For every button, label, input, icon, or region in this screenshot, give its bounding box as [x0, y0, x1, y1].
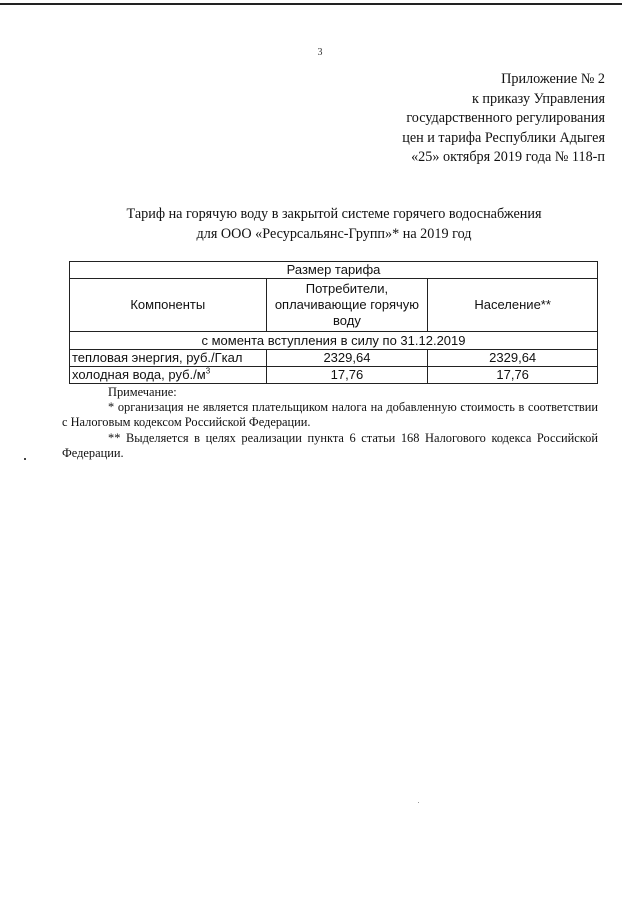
row-heat-consumers: 2329,64: [266, 350, 428, 367]
appendix-line-3: государственного регулирования: [406, 110, 605, 127]
appendix-line-5: «25» октября 2019 года № 118-п: [411, 149, 605, 166]
scan-mark: [24, 458, 26, 460]
col-population-header: Население**: [428, 279, 598, 332]
col-consumers-header: Потребители, оплачивающие горячую воду: [266, 279, 428, 332]
appendix-line-1: Приложение № 2: [501, 71, 605, 87]
table-period-row: [70, 332, 598, 350]
scan-dot: [418, 802, 419, 803]
row-heat-name: тепловая энергия, руб./Гкал: [70, 350, 267, 367]
top-border-line: [0, 3, 622, 5]
header-group-cell: Размер тарифа: [70, 262, 598, 279]
document-title: [0, 205, 640, 244]
row-water-name: холодная вода, руб./м: [72, 367, 206, 382]
row-heat-population: 2329,64: [428, 350, 598, 367]
appendix-block: [402, 70, 605, 168]
note-1: * организация не является плательщиком налога на добавленную стоимость в соответствии с Налоговым кодексом Российской Федерации.: [62, 400, 598, 430]
table-columns-row: [70, 279, 598, 332]
title-line-2: для ООО «Ресурсальянс-Групп»* на 2019 год: [196, 225, 472, 242]
page-number: 3: [317, 47, 323, 58]
row-water-unit-superscript: 3: [205, 366, 211, 376]
appendix-line-4: цен и тарифа Республики Адыгея: [402, 129, 605, 146]
tariff-table: [69, 261, 598, 384]
period-cell: с момента вступления в силу по 31.12.2019: [70, 332, 598, 350]
appendix-line-2: к приказу Управления: [471, 90, 605, 107]
row-water-consumers: 17,76: [266, 367, 428, 384]
table-row: [70, 350, 598, 367]
table-header-row: [70, 262, 598, 279]
row-water-population: 17,76: [428, 367, 598, 384]
note-2: ** Выделяется в целях реализации пункта 6 статьи 168 Налогового кодекса Российской Федерации.: [62, 430, 598, 460]
table-row: [70, 367, 598, 384]
notes-title: Примечание:: [108, 385, 177, 399]
row-water-name-cell: [70, 367, 267, 384]
title-line-1: Тариф на горячую воду в закрытой системе горячего водоснабжения: [126, 206, 542, 222]
notes-block: [62, 385, 598, 461]
col-components-header: Компоненты: [70, 279, 267, 332]
